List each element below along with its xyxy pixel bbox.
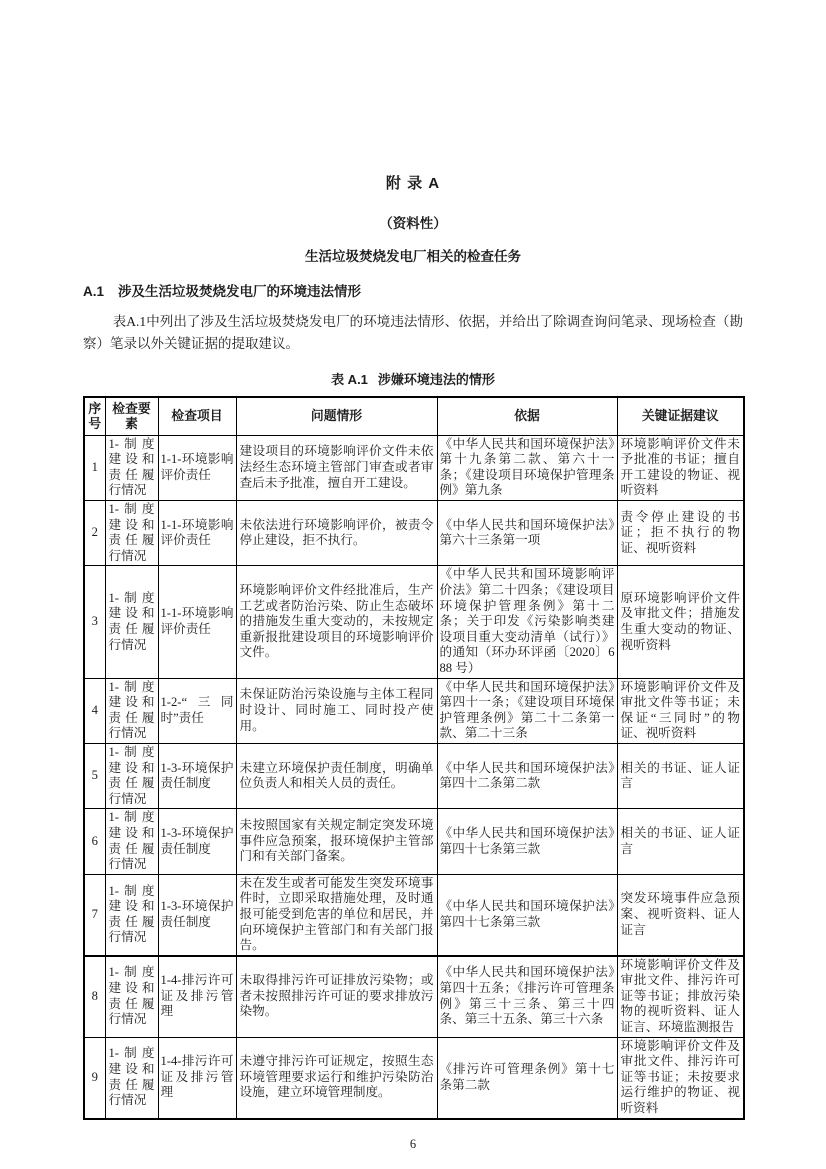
table-caption-number: 表 A.1	[331, 371, 368, 387]
cell-basis: 《中华人民共和国环境保护法》第十九条第二款、第六十一条；《建设项目环境保护管理条例》第九条	[437, 435, 617, 500]
cell-item: 1-4-排污许可证及排污管理	[158, 956, 236, 1037]
cell-problem: 未按照国家有关规定制定突发环境事件应急预案，报环境保护主管部门和有关部门备案。	[236, 809, 437, 874]
cell-basis: 《中华人民共和国环境保护法》第四十七条第三款	[437, 809, 617, 874]
document-page	[83, 0, 743, 1152]
table-row	[84, 743, 744, 808]
header-key-evidence: 关键证据建议	[617, 397, 744, 436]
cell-element: 1-制度建设和责任履行情况	[105, 1037, 158, 1118]
cell-basis: 《中华人民共和国环境保护法》第四十五条；《排污许可管理条例》第三十三条、第三十四条、第三十五条、第三十六条	[437, 956, 617, 1037]
table-row	[84, 501, 744, 566]
section-heading	[83, 280, 743, 300]
cell-basis: 《中华人民共和国环境保护法》第四十七条第三款	[437, 874, 617, 955]
cell-no: 7	[84, 874, 105, 955]
cell-basis: 《中华人民共和国环境保护法》第四十一条；《建设项目环境保护管理条例》第二十二条第一款、第二十三条	[437, 678, 617, 743]
cell-basis: 《排污许可管理条例》第十七条第二款	[437, 1037, 617, 1118]
cell-basis: 《中华人民共和国环境影响评价法》第二十四条；《建设项目环境保护管理条例》第十二条；关于印发《污染影响类建设项目重大变动清单（试行）》的通知（环办环评函〔2020〕688 号）	[437, 566, 617, 678]
cell-problem: 未遵守排污许可证规定，按照生态环境管理要求运行和维护污染防治设施，建立环境管理制度。	[236, 1037, 437, 1118]
cell-item: 1-1-环境影响评价责任	[158, 435, 236, 500]
cell-no: 9	[84, 1037, 105, 1118]
section-title: 涉及生活垃圾焚烧发电厂的环境违法情形	[118, 284, 362, 299]
cell-problem: 未保证防治污染设施与主体工程同时设计、同时施工、同时投产使用。	[236, 678, 437, 743]
cell-element: 1-制度建设和责任履行情况	[105, 678, 158, 743]
cell-evidence: 突发环境事件应急预案、视听资料、证人证言	[617, 874, 744, 955]
cell-problem: 环境影响评价文件经批准后，生产工艺或者防治污染、防止生态破坏的措施发生重大变动的，未按规定重新报批建设项目的环境影响评价文件。	[236, 566, 437, 678]
cell-item: 1-3-环境保护责任制度	[158, 874, 236, 955]
header-check-item: 检查项目	[158, 397, 236, 436]
cell-no: 1	[84, 435, 105, 500]
cell-element: 1-制度建设和责任履行情况	[105, 435, 158, 500]
cell-evidence: 环境影响评价文件及审批文件、排污许可证等书证；排放污染物的视听资料、证人证言、环境监测报告	[617, 956, 744, 1037]
cell-evidence: 责令停止建设的书证；拒不执行的物证、视听资料	[617, 501, 744, 566]
cell-evidence: 相关的书证、证人证言	[617, 743, 744, 808]
header-check-element: 检查要素	[105, 397, 158, 436]
violations-table	[83, 396, 745, 1120]
cell-no: 6	[84, 809, 105, 874]
cell-element: 1-制度建设和责任履行情况	[105, 809, 158, 874]
table-header-row	[84, 397, 744, 436]
cell-no: 2	[84, 501, 105, 566]
table-row	[84, 435, 744, 500]
page-number: 6	[409, 1136, 417, 1151]
cell-item: 1-4-排污许可证及排污管理	[158, 1037, 236, 1118]
cell-no: 3	[84, 566, 105, 678]
cell-item: 1-3-环境保护责任制度	[158, 743, 236, 808]
table-row	[84, 566, 744, 678]
header-basis: 依据	[437, 397, 617, 436]
cell-evidence: 环境影响评价文件未予批准的书证；擅自开工建设的物证、视听资料	[617, 435, 744, 500]
cell-problem: 未建立环境保护责任制度，明确单位负责人和相关人员的责任。	[236, 743, 437, 808]
cell-item: 1-1-环境影响评价责任	[158, 501, 236, 566]
cell-item: 1-3-环境保护责任制度	[158, 809, 236, 874]
table-caption	[83, 369, 743, 388]
cell-element: 1-制度建设和责任履行情况	[105, 743, 158, 808]
cell-basis: 《中华人民共和国环境保护法》第四十二条第二款	[437, 743, 617, 808]
header-serial-no: 序号	[84, 397, 105, 436]
cell-element: 1-制度建设和责任履行情况	[105, 956, 158, 1037]
cell-no: 5	[84, 743, 105, 808]
cell-problem: 未取得排污许可证排放污染物；或者未按照排污许可证的要求排放污染物。	[236, 956, 437, 1037]
section-number: A.1	[83, 284, 105, 299]
cell-problem: 未依法进行环境影响评价，被责令停止建设，拒不执行。	[236, 501, 437, 566]
cell-element: 1-制度建设和责任履行情况	[105, 874, 158, 955]
cell-element: 1-制度建设和责任履行情况	[105, 501, 158, 566]
table-row	[84, 809, 744, 874]
cell-evidence: 原环境影响评价文件及审批文件；措施发生重大变动的物证、视听资料	[617, 566, 744, 678]
cell-element: 1-制度建设和责任履行情况	[105, 566, 158, 678]
cell-item: 1-2-“三同时”责任	[158, 678, 236, 743]
cell-no: 8	[84, 956, 105, 1037]
table-row	[84, 1037, 744, 1118]
cell-evidence: 环境影响评价文件及审批文件、排污许可证等书证；未按要求运行维护的物证、视听资料	[617, 1037, 744, 1118]
cell-problem: 建设项目的环境影响评价文件未依法经生态环境主管部门审查或者审查后未予批准，擅自开工建设。	[236, 435, 437, 500]
appendix-label: 附 录 A	[385, 175, 441, 192]
table-caption-title: 涉嫌环境违法的情形	[377, 371, 495, 387]
cell-evidence: 相关的书证、证人证言	[617, 809, 744, 874]
appendix-type: （资料性）	[379, 216, 447, 231]
table-row	[84, 874, 744, 955]
intro-paragraph: 表A.1中列出了涉及生活垃圾焚烧发电厂的环境违法情形、依据，并给出了除调查询问笔录、现场检查（勘察）笔录以外关键证据的提取建议。	[83, 314, 743, 351]
cell-item: 1-1-环境影响评价责任	[158, 566, 236, 678]
cell-evidence: 环境影响评价文件及审批文件等书证；未保证“三同时”的物证、视听资料	[617, 678, 744, 743]
table-row	[84, 956, 744, 1037]
cell-basis: 《中华人民共和国环境保护法》第六十三条第一项	[437, 501, 617, 566]
cell-problem: 未在发生或者可能发生突发环境事件时，立即采取措施处理，及时通报可能受到危害的单位和居民，并向环境保护主管部门和有关部门报告。	[236, 874, 437, 955]
table-row	[84, 678, 744, 743]
cell-no: 4	[84, 678, 105, 743]
header-problem: 问题情形	[236, 397, 437, 436]
doc-title: 生活垃圾焚烧发电厂相关的检查任务	[305, 249, 521, 264]
